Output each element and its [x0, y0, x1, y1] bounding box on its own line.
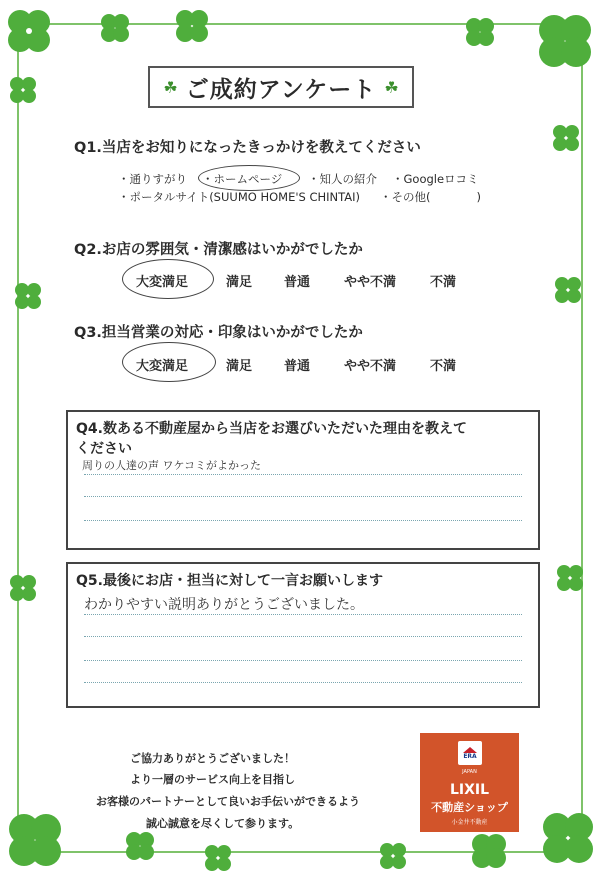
q4-handwritten-answer: 周りの人達の声 ワケコミがよかった [82, 459, 262, 472]
clover-decoration [0, 0, 60, 70]
clover-decoration [200, 840, 236, 876]
clover-decoration [530, 6, 600, 76]
q3-rating: 普通 [284, 359, 311, 374]
clover-decoration [120, 826, 160, 866]
q2-rating: 満足 [226, 275, 253, 290]
shamrock-icon: ☘ [163, 77, 178, 97]
clover-decoration [535, 805, 601, 871]
q3-rating: やや不満 [344, 359, 397, 374]
answer-line [84, 496, 522, 497]
clover-decoration [460, 12, 500, 52]
q4-panel [66, 410, 540, 550]
q3-question: Q3.担当営業の対応・印象はいかがでしたか [74, 325, 363, 341]
clover-decoration [5, 570, 41, 606]
selection-circle [122, 259, 214, 299]
q1-option: ・その他( ) [380, 190, 481, 204]
selection-circle [122, 342, 216, 382]
answer-line [84, 660, 522, 661]
logo-japan: JAPAN [462, 769, 477, 775]
clover-decoration [375, 838, 411, 874]
footer-text: 誠心誠意を尽くして参ります。 [146, 817, 300, 830]
q5-handwritten-answer: わかりやすい説明ありがとうございました。 [84, 597, 364, 613]
answer-line [84, 636, 522, 637]
q1-option: ・Googleロコミ [392, 172, 479, 186]
q1-option: ・ポータルサイト(SUUMO HOME'S CHINTAI) [118, 190, 360, 204]
clover-decoration [95, 8, 135, 48]
q4-question-cont: ください [76, 441, 132, 457]
q3-rating: 不満 [430, 359, 457, 374]
footer-text: お客様のパートナーとして良いお手伝いができるよう [96, 795, 360, 808]
q1-option-selected: ・ホームページ [202, 172, 283, 186]
clover-decoration [548, 120, 584, 156]
clover-decoration [466, 828, 512, 874]
lixil-logo [420, 733, 519, 832]
q2-question: Q2.お店の雰囲気・清潔感はいかがでしたか [74, 242, 363, 258]
clover-decoration [550, 272, 586, 308]
answer-line [84, 614, 522, 615]
q5-panel [66, 562, 540, 708]
q1-option: ・通りすがり [118, 172, 187, 186]
answer-line [84, 474, 522, 475]
logo-brand: LIXIL [449, 782, 490, 798]
q2-rating: やや不満 [344, 275, 397, 290]
era-logo-icon: ERA [458, 741, 482, 765]
page-title: ご成約アンケート [185, 76, 377, 103]
logo-branch: 小金井不動産 [451, 819, 488, 826]
q3-rating: 大変満足 [136, 359, 189, 374]
q1-question: Q1.当店をお知りになったきっかけを教えてください [74, 140, 421, 156]
shamrock-icon: ☘ [384, 77, 399, 97]
answer-line [84, 682, 522, 683]
clover-decoration [10, 278, 46, 314]
clover-decoration [5, 72, 41, 108]
q2-rating: 普通 [284, 275, 311, 290]
q2-rating: 不満 [430, 275, 457, 290]
answer-line [84, 520, 522, 521]
q3-rating: 満足 [226, 359, 253, 374]
q1-option: ・知人の紹介 [308, 172, 377, 186]
logo-shop-name: 不動産ショップ [431, 801, 508, 814]
clover-decoration [0, 805, 70, 875]
q2-rating: 大変満足 [136, 275, 189, 290]
clover-decoration [552, 560, 588, 596]
clover-decoration [170, 4, 214, 48]
q5-question: Q5.最後にお店・担当に対して一言お願いします [76, 573, 383, 589]
footer-text: より一層のサービス向上を目指し [130, 773, 295, 786]
survey-title-box [148, 66, 414, 108]
selection-circle [198, 165, 300, 191]
q4-question: Q4.数ある不動産屋から当店をお選びいただいた理由を教えて [76, 421, 467, 437]
footer-text: ご協力ありがとうございました！ [130, 752, 295, 765]
